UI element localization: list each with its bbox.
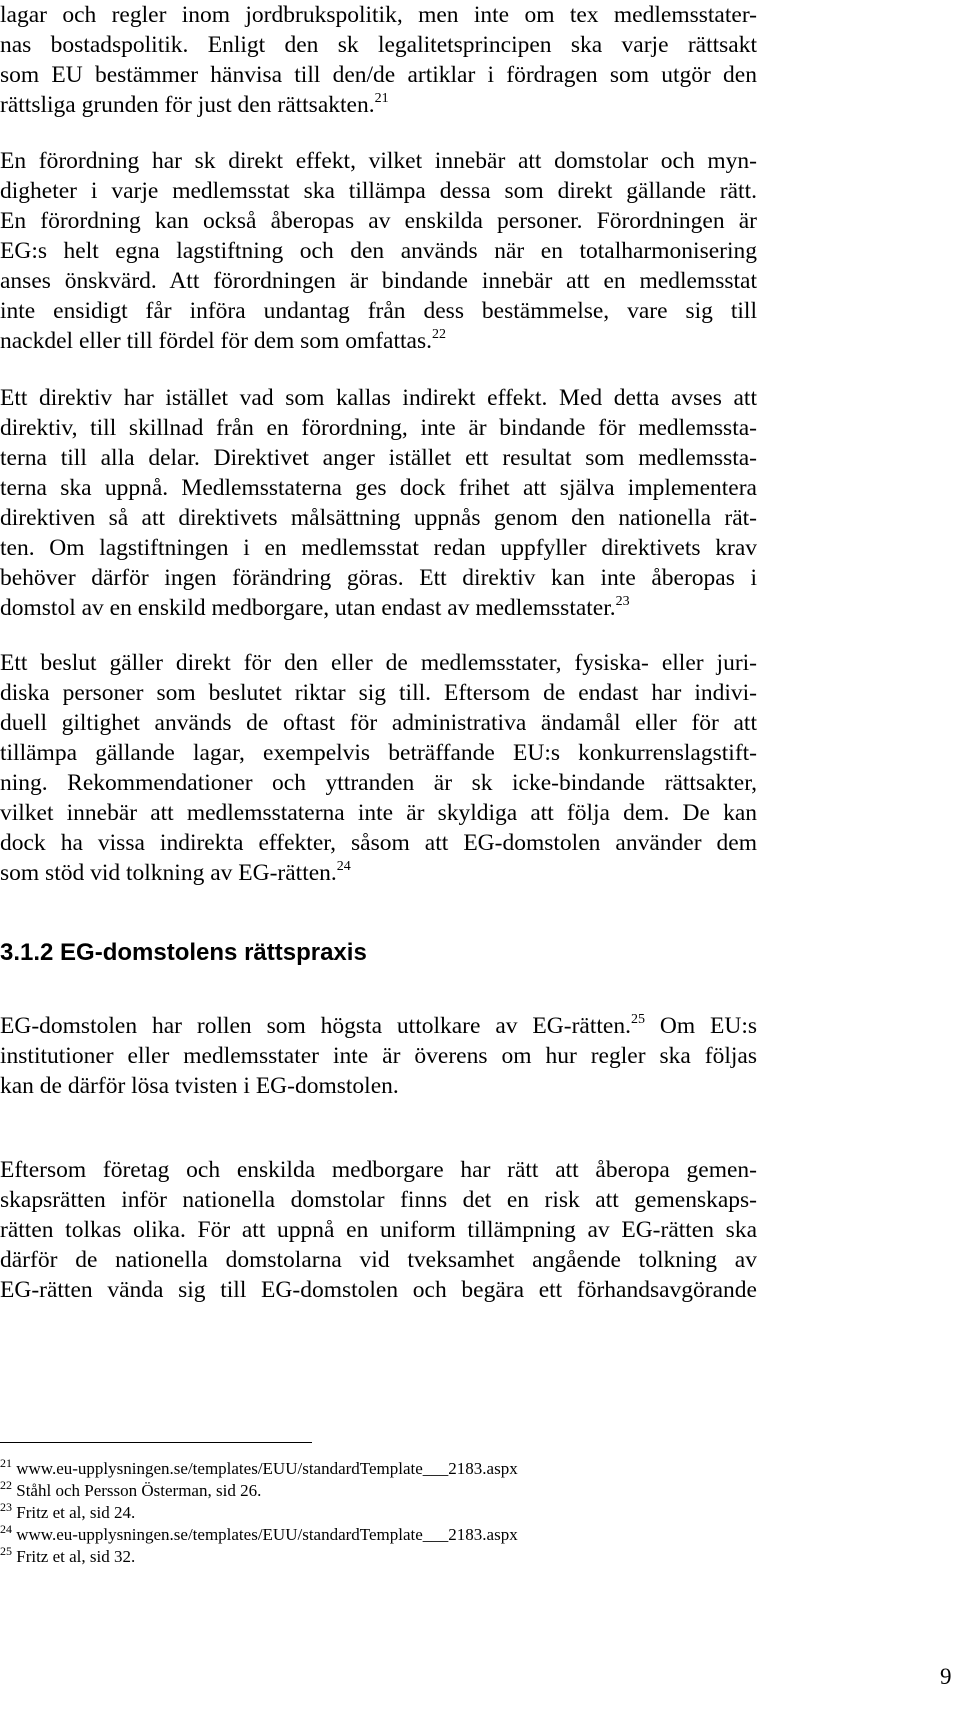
text-line: institutioner eller medlemsstater inte är överens om hur regler ska följas (0, 1043, 757, 1069)
footnote-ref[interactable]: 23 (615, 594, 630, 609)
text-line: ten. Om lagstiftningen i en medlemsstat redan uppfyller direktivets krav (0, 535, 757, 561)
text-line: En förordning har sk direkt effekt, vilket innebär att domstolar och myn- (0, 148, 757, 174)
text-line: Ett direktiv har istället vad som kallas indirekt effekt. Med detta avses att (0, 385, 757, 411)
text-line: skapsrätten inför nationella domstolar finns det en risk att gemenskaps- (0, 1187, 757, 1213)
footnote-item (0, 1458, 518, 1481)
text-line: EG-rätten vända sig till EG-domstolen och begära ett förhandsavgörande (0, 1277, 757, 1303)
text-line: kan de därför lösa tvisten i EG-domstolen. (0, 1073, 399, 1099)
text-line-content: EG-domstolen har rollen som högsta uttolkare av EG-rätten. (0, 1013, 631, 1039)
section-heading: 3.1.2 EG-domstolens rättspraxis (0, 939, 367, 966)
text-line: Ett beslut gäller direkt för den eller de medlemsstater, fysiska- eller juri- (0, 650, 757, 676)
text-line: diska personer som beslutet riktar sig till. Eftersom de endast har indivi- (0, 680, 757, 706)
footnote-text[interactable]: www.eu-upplysningen.se/templates/EUU/standardTemplate___2183.aspx (16, 1525, 518, 1544)
text-line: Eftersom företag och enskilda medborgare har rätt att åberopa gemen- (0, 1157, 757, 1183)
footnote-text: Ståhl och Persson Österman, sid 26. (16, 1481, 262, 1500)
text-line-content: nackdel eller till fördel för dem som omfattas. (0, 328, 432, 354)
text-line-content: domstol av en enskild medborgare, utan endast av medlemsstater. (0, 595, 616, 621)
footnote-number: 21 (0, 1456, 12, 1470)
text-line: terna ska uppnå. Medlemsstaterna ges dock frihet att själva implementera (0, 475, 757, 501)
footnote-text[interactable]: www.eu-upplysningen.se/templates/EUU/standardTemplate___2183.aspx (16, 1459, 518, 1478)
footnote-text: Fritz et al, sid 32. (16, 1547, 136, 1566)
text-line: En förordning kan också åberopas av enskilda personer. Förordningen är (0, 208, 757, 234)
text-line: direktiven så att direktivets målsättning uppnås genom den nationella rät- (0, 505, 757, 531)
text-line: ning. Rekommendationer och yttranden är sk icke-bindande rättsakter, (0, 770, 757, 796)
footnote-ref[interactable]: 25 (630, 1012, 645, 1027)
text-line (0, 1011, 757, 1045)
text-line (0, 858, 351, 892)
text-line: direktiv, till skillnad från en förordning, inte är bindande för medlemssta- (0, 415, 757, 441)
text-line: nas bostadspolitik. Enligt den sk legalitetsprincipen ska varje rättsakt (0, 32, 757, 58)
text-line: inte ensidigt får införa undantag från dess bestämmelse, vare sig till (0, 298, 757, 324)
page-number: 9 (940, 1664, 952, 1689)
footnote-number: 23 (0, 1500, 12, 1514)
text-line (0, 593, 630, 627)
footnote-separator (0, 1442, 312, 1443)
text-line: duell giltighet används de oftast för administrativa ändamål eller för att (0, 710, 757, 736)
footnote-number: 25 (0, 1544, 12, 1558)
text-line (0, 326, 446, 360)
text-line: terna till alla delar. Direktivet anger istället ett resultat som medlemssta- (0, 445, 757, 471)
text-line: anses önskvärd. Att förordningen är bindande innebär att en medlemsstat (0, 268, 757, 294)
text-line: lagar och regler inom jordbrukspolitik, men inte om tex medlemsstater- (0, 2, 757, 28)
footnote-ref[interactable]: 22 (432, 327, 446, 342)
text-line: vilket innebär att medlemsstaterna inte är skyldiga att följa dem. De kan (0, 800, 757, 826)
footnote-item (0, 1502, 135, 1525)
text-line: EG:s helt egna lagstiftning och den används när en totalharmonisering (0, 238, 757, 264)
footnote-item (0, 1546, 135, 1569)
footnote-number: 22 (0, 1478, 12, 1492)
text-line: därför de nationella domstolarna vid tveksamhet angående tolkning av (0, 1247, 757, 1273)
footnote-ref[interactable]: 21 (374, 91, 389, 106)
footnote-text: Fritz et al, sid 24. (16, 1503, 136, 1522)
text-line: rätten tolkas olika. För att uppnå en uniform tillämpning av EG-rätten ska (0, 1217, 757, 1243)
text-line-content: rättsliga grunden för just den rättsakten. (0, 92, 375, 118)
text-line: dock ha vissa indirekta effekter, såsom att EG-domstolen använder dem (0, 830, 757, 856)
text-line: digheter i varje medlemsstat ska tillämpa dessa som direkt gällande rätt. (0, 178, 757, 204)
footnote-number: 24 (0, 1522, 12, 1536)
text-line (0, 90, 389, 124)
text-line-content: som stöd vid tolkning av EG-rätten. (0, 860, 337, 886)
text-line-content: Om EU:s (644, 1013, 758, 1039)
footnote-item (0, 1480, 261, 1503)
text-line: tillämpa gällande lagar, exempelvis beträffande EU:s konkurrenslagstift- (0, 740, 757, 766)
footnote-item (0, 1524, 518, 1547)
text-line: som EU bestämmer hänvisa till den/de artiklar i fördragen som utgör den (0, 62, 757, 88)
text-line: behöver därför ingen förändring göras. Ett direktiv kan inte åberopas i (0, 565, 757, 591)
footnote-ref[interactable]: 24 (336, 859, 351, 874)
